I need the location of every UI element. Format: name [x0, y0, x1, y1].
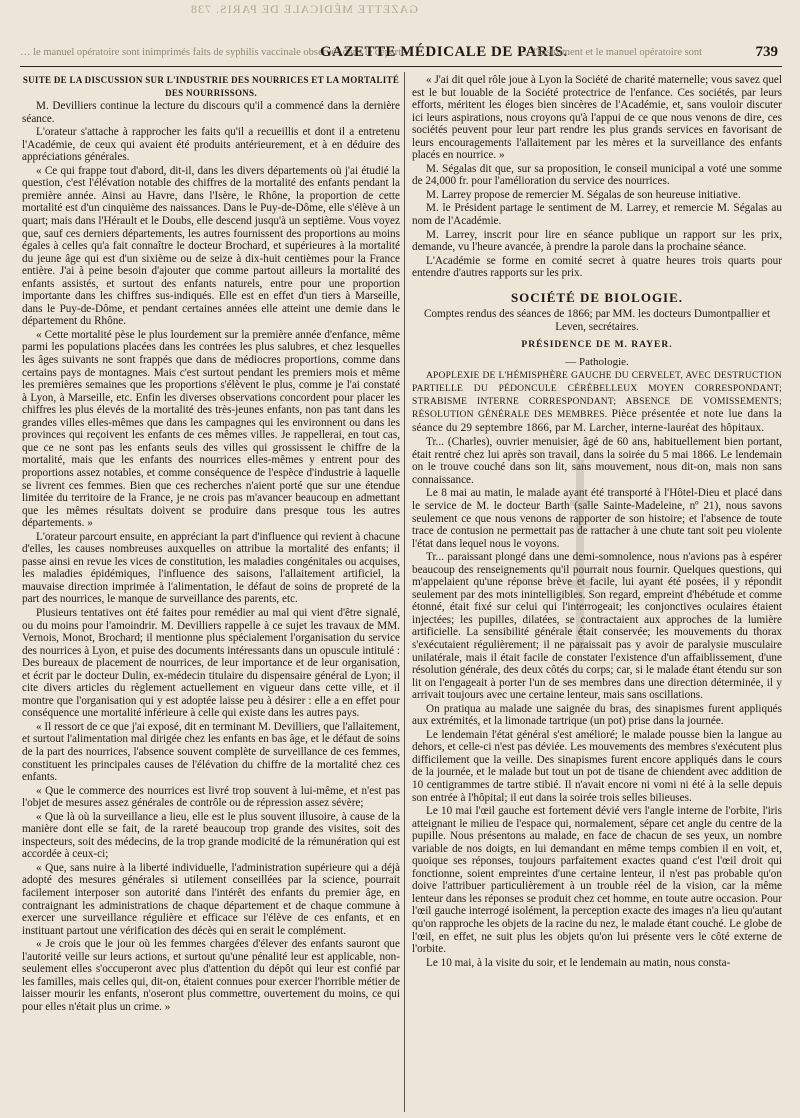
paragraph: Le 10 mai l'œil gauche est fortement dévié vers l'angle interne de l'orbite, l'iris atteignant le milieu de l'espace qui, normalement, sépare cet angle du centre de la pupille. Nous présentons au malade, en face de chacun de ses yeux, un nombre variable de nos doigts, en lui demandant en même temps combien il en voit, et, quoique ses réponses, toujours parfaitement exactes quand c'est l'œil droit qui fonctionne, soient empreintes d'une certaine lenteur, il n'est pas probable qu'on doive l'attribuer particulièrement à un trouble réel de la vision, car la même lenteur dans les réponses se produit chez cet homme, en toute autre occasion. Pour l'œil gauche interrogé isolément, la perception exacte des images n'a lieu qu'autant qu'on rapproche les objets de la racine du nez, le malade étant couché. Le globe de l'œil, en effet, ne suit plus les objets qu'on lui présente vers le côté externe de l'orbite. [412, 805, 782, 956]
paragraph: « Que, sans nuire à la liberté individuelle, l'administration supérieure qui a déjà adopté des mesures générales si utilement conseillées par la science, pourrait facilement interposer son autorité dans l'intérêt des enfants du premier âge, en contraignant les administrations de chaque département et de chaque commune à exercer une surveillance régulière et efficace sur l'élève de ces enfants, et en instituant partout une vérification des décès qui en serait le complément. [22, 861, 400, 937]
paragraph: « Cette mortalité pèse le plus lourdement sur la première année d'enfance, même parmi les populations placées dans les contrées les plus salubres, et chez lesquelles les âges suivants ne sont frappés que dans de médiocres proportions, comme dans certains pays de montagnes. Mais c'est surtout pendant les premiers mois et même les premières semaines que les proportions s'élèvent le plus, comme je l'ai constaté à Lyon, à Marseille, etc. Enfin les diverses observations concordent pour placer les chiffres les plus élevés de la mortalité des très-jeunes enfants, non pas tant dans les grandes villes elles-mêmes que dans les campagnes qui les environnent ou dans les provinces qui reçoivent les enfants de ces mêmes villes. Je rappellerai, en tout cas, que ce ne sont pas les enfants seuls des villes qui grossissent le chiffre de la mortalité, mais que les enfants des nourrices elles-mêmes y entrent pour des proportions assez notables, et comme conséquence de l'espèce d'industrie à laquelle se livrent ces femmes. Bien que ces recherches n'aient porté que sur une étendue limitée du territoire de la France, je ne crois pas m'avancer beaucoup en admettant que les mêmes résultats doivent se produire dans presque tous les autres départements. » [22, 328, 400, 530]
paragraph: M. Devilliers continue la lecture du discours qu'il a commencé dans la dernière séance. [22, 100, 400, 125]
paragraph: L'Académie se forme en comité secret à quatre heures trois quarts pour entendre d'autres rapports sur les prix. [412, 254, 782, 280]
case-title [412, 370, 782, 435]
running-header [20, 44, 780, 68]
presidence-line: PRÉSIDENCE DE M. RAYER. [521, 340, 673, 351]
paragraph: M. le Président partage le sentiment de M. Larrey, et remercie M. Ségalas au nom de l'Académie. [412, 202, 782, 228]
bleed-through-text: GAZETTE MÉDICALE DE PARIS. 738 [190, 2, 418, 16]
section-heading: SUITE DE LA DISCUSSION SUR L'INDUSTRIE DES NOURRICES ET LA MORTALITÉ DES NOURRISSONS. [22, 75, 400, 98]
paragraph: « Ce qui frappe tout d'abord, dit-il, dans les divers départements où j'ai étudié la question, c'est l'élévation notable des chiffres de la mortalité des enfants pendant la première année. Ainsi au Havre, dans l'Isère, le Rhône, la proportion de cette mortalité est d'un cinquième des naissances. Dans le Puy-de-Dôme, elle s'élève à un quart; mais dans l'Hérault et le Doubs, elle descend jusqu'à un septième. Vous voyez que, sauf ces derniers départements, les autres fournissent des proportions au moins égales à celles qu'a fait connaître le docteur Brochard, et supérieures à la mortalité du jeune âge qui est d'un sixième ou de seize à dix-huit centièmes pour la France entière. J'ai à peine besoin d'ajouter que comme partout ailleurs la mortalité des enfants assistés, et surtout des enfants naturels, entre pour une proportion importante dans les chiffres sus-indiqués. Elle est en effet d'un tiers à Marseille, dans le Puy-de-Dôme, et pendant certaines années elle atteint une demie dans le département du Rhône. [22, 164, 400, 328]
page-number: 739 [755, 44, 778, 60]
paragraph: L'orateur parcourt ensuite, en appréciant la part d'influence qui revient à chacune d'elles, les causes nombreuses auxquelles on attribue la mortalité des enfants; il passe ainsi en revue les vices de constitution, les maladies congénitales ou acquises, les maladies épidémiques, l'influence des saisons, l'allaitement artificiel, la mauvaise direction imprimée à l'alimentation, le défaut de soins de propreté de la part des nourrices, le manque de surveillance des parents, etc. [22, 530, 400, 606]
paragraph: Tr... (Charles), ouvrier menuisier, âgé de 60 ans, habituellement bien portant, était rentré chez lui après son travail, dans la soirée du 5 mai 1866. Le lendemain on le trouve couché dans son lit, sans mouvement, nous dit-on, mais non sans connaissance. [412, 436, 782, 486]
case-title-caps: APOPLEXIE DE L'HÉMISPHÈRE GAUCHE DU CERVELET, AVEC DESTRUCTION PARTIELLE DU PÉDONCULE CÉRÉBELLEUX MOYEN CORRESPONDANT; STRABISME INTERNE CORRESPONDANT; ABSENCE DE VOMISSEMENTS; RÉSOLUTION GÉNÉRALE DES MEMBRES. [412, 371, 782, 421]
bleed-through-figure [560, 460, 600, 660]
column-divider [404, 72, 405, 1112]
paragraph: « J'ai dit quel rôle joue à Lyon la Société de charité maternelle; vous savez quel est le but louable de la Société protectrice de l'enfance. Ces sociétés, par leurs efforts, méritent les éloges bien sincères de l'Académie, et, sans vouloir discuter ici leurs aspirations, nous croyons qu'à l'appui de ce que nous venons de dire, ces sociétés peuvent pour leur part rendre les plus grands services en favorisant de leurs encouragements l'allaitement par les mères et la surveillance des enfants placés en nourrice. » [412, 74, 782, 162]
header-right-text: … l'instrument et le manuel opératoire sont [520, 47, 703, 58]
paragraph: M. Ségalas dit que, sur sa proposition, le conseil municipal a voté une somme de 24,000 fr. pour l'amélioration du service des nourrices. [412, 162, 782, 188]
paragraph: Le lendemain l'état général s'est amélioré; le malade pousse bien la langue au dehors, et celle-ci n'est pas déviée. Les mouvements des membres s'exécutent plus difficilement que la veille. Des sinapismes furent encore appliqués dans le cours de la journée, et le malade but tout un pot de tisane de chiendent avec addition de 10 centigrammes de tartre stibié. Il n'avait encore ni vomi ni été à la selle depuis son entrée à l'hôpital; il eut dans la soirée trois selles bilieuses. [412, 728, 782, 804]
case-title-tail: Pièce présentée et note lue dans la séance du 29 septembre 1866, par M. Larcher, interne-lauréat des hôpitaux. [412, 408, 782, 434]
paragraph: « Que le commerce des nourrices est livré trop souvent à lui-même, et n'est pas l'objet de mesures assez générales de contrôle ou de répression assez sévère; [22, 784, 400, 810]
paragraph: M. Larrey propose de remercier M. Ségalas de son heureuse initiative. [426, 188, 741, 201]
header-rule [20, 66, 782, 67]
comptes-rendus-line: Comptes rendus des séances de 1866; par MM. les docteurs Dumontpallier et Leven, secrétaires. [423, 308, 771, 333]
paragraph: Le 8 mai au matin, le malade ayant été transporté à l'Hôtel-Dieu et placé dans le service de M. le docteur Barth (salle Sainte-Madeleine, nº 21), nous savons seulement ce que nous venons de rapporter de son histoire; et l'absence de toute trace de contusion ne permettait pas de rattacher à une chute tant soit peu violente l'état dans lequel nous le voyons. [412, 487, 782, 550]
paragraph: On pratiqua au malade une saignée du bras, des sinapismes furent appliqués aux extrémités, et la limonade tartrique (un pot) prise dans la journée. [412, 702, 782, 728]
society-title: SOCIÉTÉ DE BIOLOGIE. [510, 289, 684, 305]
paragraph: Tr... paraissant plongé dans une demi-somnolence, nous n'avions pas à espérer beaucoup des renseignements qu'il pourrait nous fournir. Quelques questions, qui m'appelaient qu'une réponse brève et facile, lui ayant été posées, il y répondit seulement par des mots inintelligibles. Son regard, empreint d'hébétude et comme étonné, était fixé sur celui qui l'interrogeait; les conjonctives oculaires étaient injectées; les pupilles, dilatées, se contractaient aux approches de la lumière artificielle. La sensibilité générale était conservée; les mouvements du thorax s'exécutaient régulièrement; il ne paraissait pas y avoir de paralysie musculaire unilatérale, mais il était facile de constater l'existence d'un affaiblissement, d'une résolution générale, des deux côtés du corps; car, si le malade étant étendu sur son lit on l'engageait à porter l'un de ses membres dans une direction déterminée, il y arrivait toujours avec une certaine lenteur, mais sans oscillations. [412, 551, 782, 702]
paragraph: « Il ressort de ce que j'ai exposé, dit en terminant M. Devilliers, que l'allaitement, et surtout l'alimentation mal dirigée chez les enfants en bas âge, et le défaut de soins de la part des nourrices, l'absence souvent complète de surveillance de ces femmes, constituent les principales causes de l'élévation du chiffre de la mortalité chez ces enfants. [22, 720, 400, 784]
paragraph: L'orateur s'attache à rapprocher les faits qu'il a recueillis et dont il a entretenu l'Académie, de ceux qui avaient été produits antérieurement, et à en déduire des appréciations générales. [22, 126, 400, 164]
paragraph: M. Larrey, inscrit pour lire en séance publique un rapport sur les prix, demande, vu l'heure avancée, à prendre la parole dans la prochaine séance. [412, 228, 782, 254]
paragraph: Le 10 mai, à la visite du soir, et le lendemain au matin, nous consta- [426, 956, 731, 969]
pathologie-heading: — Pathologie. [565, 355, 629, 368]
paragraph: « Je crois que le jour où les femmes chargées d'élever des enfants sauront que l'autorité veille sur leurs actions, et surtout qu'une pénalité leur est applicable, non-seulement elles s'occuperont avec plus d'attention du dépôt qui leur est confié par les familles, mais celles qui, dit-on, étaient connues pour exercer l'horrible métier de laisser mourir les enfants, n'oseront plus commettre, ouvertement du moins, ce qui pour elles n'était plus un crime. » [22, 938, 400, 1013]
paragraph: « Que là où la surveillance a lieu, elle est le plus souvent illusoire, à cause de la manière dont elle se fait, de la rareté beaucoup trop grande des visites, soit des inspecteurs, soit des médecins, de la trop grande modicité de la rémunération qui est accordée à ceux-ci; [22, 810, 400, 861]
journal-title: GAZETTE MÉDICALE DE PARIS. [320, 44, 568, 60]
header-left-text: … le manuel opératoire sont inimprimés faits de syphilis vaccinale observés dans le départe- [20, 47, 410, 58]
paragraph: Plusieurs tentatives ont été faites pour remédier au mal qui vient d'être signalé, ou du moins pour l'amoindrir. M. Devilliers rappelle à ce sujet les travaux de MM. Vernois, Monot, Brochard; il mentionne plus spécialement l'organisation du service des nourrices à Lyon, et puise des documents intéressants dans un opuscule intitulé : Des bureaux de placement de nourrices, de leur importance et de leur organisation, et écrit par le docteur Dulin, ex-médecin titulaire du dispensaire général de Lyon; il cite divers articles du règlement actuellement en vigueur dans cette ville, et il montre que l'organisation qui y est adoptée laisse peu à désirer : elle a en effet pour conséquence une mortalité inférieure à celle qui existe dans les autres pays. [22, 606, 400, 720]
left-column [22, 74, 400, 1014]
